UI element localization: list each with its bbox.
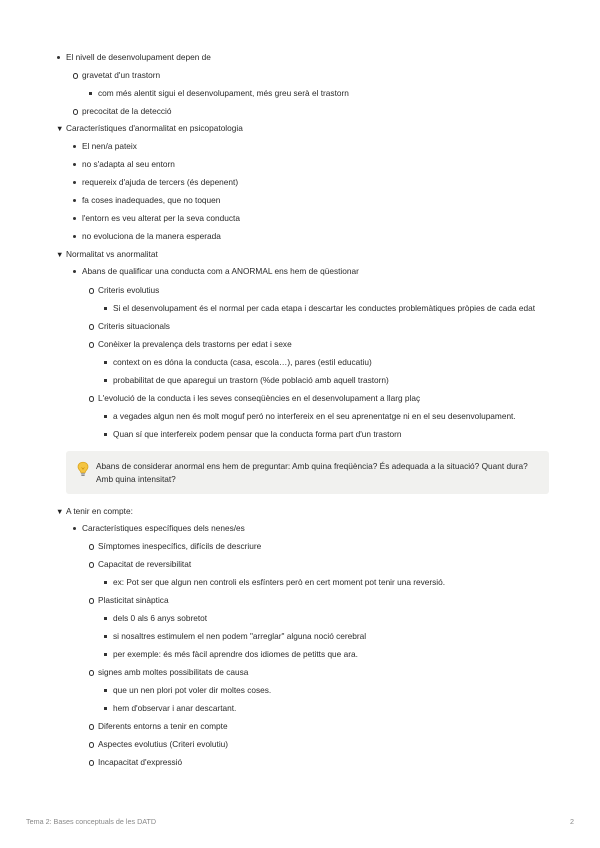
list-item: Diferents entorns a tenir en compte xyxy=(98,721,228,732)
list-item: Incapacitat d'expressió xyxy=(98,757,182,768)
bullet-circle-icon xyxy=(89,544,94,549)
list-item: si nosaltres estimulem el nen podem "arreglar" alguna noció cerebral xyxy=(113,631,366,642)
bullet-circle-icon xyxy=(89,724,94,729)
lightbulb-icon xyxy=(76,461,90,477)
bullet-circle-icon xyxy=(89,760,94,765)
bullet-square-icon xyxy=(104,433,107,436)
bullet-disc-icon xyxy=(73,270,76,273)
list-item: Abans de qualificar una conducta com a ANORMAL ens hem de qüestionar xyxy=(82,266,359,277)
bullet-circle-icon xyxy=(89,670,94,675)
bullet-square-icon xyxy=(104,361,107,364)
toggle-heading[interactable]: ▼ Normalitat vs anormalitat xyxy=(56,249,158,259)
list-item: fa coses inadequades, que no toquen xyxy=(82,195,220,206)
bullet-circle-icon xyxy=(89,288,94,293)
bullet-disc-icon xyxy=(73,527,76,530)
list-item: Conèixer la prevalença dels trastorns per edat i sexe xyxy=(98,339,292,350)
bullet-circle-icon xyxy=(89,324,94,329)
bullet-circle-icon xyxy=(89,742,94,747)
list-item: El nivell de desenvolupament depen de xyxy=(66,52,211,63)
bullet-square-icon xyxy=(104,707,107,710)
toggle-triangle-icon[interactable]: ▼ xyxy=(56,250,64,259)
page-number: 2 xyxy=(570,817,574,826)
bullet-disc-icon xyxy=(57,56,60,59)
list-item: signes amb moltes possibilitats de causa xyxy=(98,667,248,678)
list-item: que un nen plori pot voler dir moltes coses. xyxy=(113,685,271,696)
bullet-circle-icon xyxy=(89,396,94,401)
bullet-disc-icon xyxy=(73,163,76,166)
bullet-disc-icon xyxy=(73,217,76,220)
bullet-circle-icon xyxy=(89,598,94,603)
list-item: probabilitat de que aparegui un trastorn (%de població amb aquell trastorn) xyxy=(113,375,389,386)
bullet-circle-icon xyxy=(89,562,94,567)
bullet-square-icon xyxy=(89,92,92,95)
list-item: com més alentit sigui el desenvolupament, més greu serà el trastorn xyxy=(98,88,349,99)
list-item: Criteris evolutius xyxy=(98,285,159,296)
list-item: L'evolució de la conducta i les seves conseqüències en el desenvolupament a llarg plaç xyxy=(98,393,420,404)
list-item: Capacitat de reversibilitat xyxy=(98,559,191,570)
list-item: no evoluciona de la manera esperada xyxy=(82,231,221,242)
bullet-square-icon xyxy=(104,689,107,692)
bullet-disc-icon xyxy=(73,199,76,202)
footer-title: Tema 2: Bases conceptuals de les DATD xyxy=(26,817,157,826)
toggle-triangle-icon[interactable]: ▼ xyxy=(56,124,64,133)
bullet-disc-icon xyxy=(73,235,76,238)
list-item: dels 0 als 6 anys sobretot xyxy=(113,613,207,624)
list-item: precocitat de la detecció xyxy=(82,106,171,117)
list-item: Quan sí que interfereix podem pensar que la conducta forma part d'un trastorn xyxy=(113,429,401,440)
callout xyxy=(66,451,549,494)
list-item: Plasticitat sinàptica xyxy=(98,595,169,606)
bullet-square-icon xyxy=(104,617,107,620)
list-item: context on es dóna la conducta (casa, escola…), pares (estil educatiu) xyxy=(113,357,372,368)
list-item: Criteris situacionals xyxy=(98,321,170,332)
list-item: Aspectes evolutius (Criteri evolutiu) xyxy=(98,739,228,750)
bullet-disc-icon xyxy=(73,145,76,148)
list-item: Característiques específiques dels nenes/es xyxy=(82,523,245,534)
list-item: per exemple: és més fàcil aprendre dos idiomes de petitts que ara. xyxy=(113,649,358,660)
list-item: Símptomes inespecífics, difícils de descriure xyxy=(98,541,261,552)
list-item: El nen/a pateix xyxy=(82,141,137,152)
list-item: Si el desenvolupament és el normal per cada etapa i descartar les conductes problemàtiques pròpies de cada edat xyxy=(113,303,535,314)
toggle-heading[interactable]: ▼ A tenir en compte: xyxy=(56,506,133,516)
bullet-circle-icon xyxy=(73,109,78,114)
list-item: a vegades algun nen és molt moguf peró no interfereix en el seu aprenentatge ni en el seu desenvolupament. xyxy=(113,411,516,422)
list-item: gravetat d'un trastorn xyxy=(82,70,160,81)
toggle-heading[interactable]: ▼ Característiques d'anormalitat en psicopatologia xyxy=(56,123,243,133)
bullet-circle-icon xyxy=(73,73,78,78)
list-item: l'entorn es veu alterat per la seva conducta xyxy=(82,213,240,224)
bullet-square-icon xyxy=(104,379,107,382)
bullet-square-icon xyxy=(104,307,107,310)
bullet-square-icon xyxy=(104,415,107,418)
list-item: ex: Pot ser que algun nen controli els esfínters però en cert moment pot tenir una reversió. xyxy=(113,577,445,588)
list-item: no s'adapta al seu entorn xyxy=(82,159,175,170)
bullet-circle-icon xyxy=(89,342,94,347)
list-item: requereix d'ajuda de tercers (és depenent) xyxy=(82,177,238,188)
toggle-triangle-icon[interactable]: ▼ xyxy=(56,507,64,516)
list-item: hem d'observar i anar descartant. xyxy=(113,703,236,714)
bullet-disc-icon xyxy=(73,181,76,184)
bullet-square-icon xyxy=(104,653,107,656)
bullet-square-icon xyxy=(104,581,107,584)
callout-text: Abans de considerar anormal ens hem de preguntar: Amb quina freqüència? És adequada a la situació? Quant dura? Amb quina intensitat? xyxy=(96,461,528,484)
bullet-square-icon xyxy=(104,635,107,638)
